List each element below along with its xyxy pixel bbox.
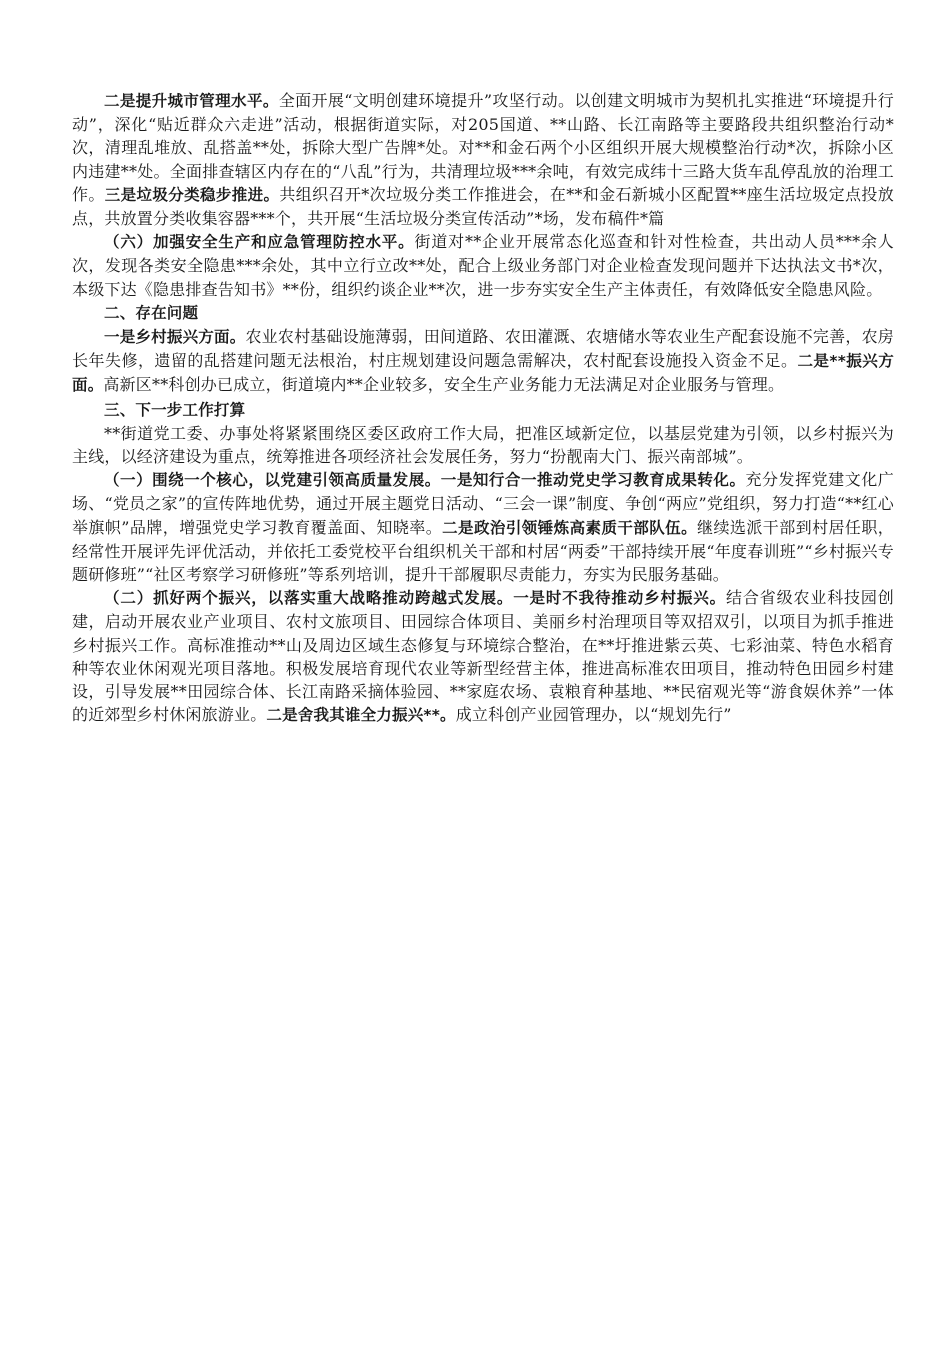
heading-text: 三、下一步工作打算: [104, 400, 246, 419]
paragraph-next-steps-intro: [72, 422, 894, 468]
bold-run: （二）抓好两个振兴，以落实重大战略推动跨越式发展。一是时不我待推动乡村振兴。: [104, 589, 726, 608]
text-run: 结合省级农业科技园创建，启动开展农业产业项目、农村文旅项目、田园综合体项目、美丽乡村治理项目等双招双引，以项目为抓手推进乡村振兴工作。高标准推动**山及周边区域生态修复与环境综合整治，在**圩推进紫云英、七彩油菜、特色水稻育种等农业休闲观光项目落地。积极发展培育现代农业等新型经营主体，推进高标准农田项目，推动特色田园乡村建设，引导发展**田园综合体、长江南路采摘体验园、**家庭农场、袁粮育种基地、**民宿观光等“游食娱休养”一体的近郊型乡村休闲旅游业。: [72, 588, 894, 725]
bold-run: 二是政治引领锤炼高素质干部队伍。: [442, 518, 698, 537]
bold-run: 二是**振兴方面。: [72, 352, 894, 395]
heading-text: 二、存在问题: [104, 303, 199, 322]
bold-run: 一是乡村振兴方面。: [104, 328, 246, 347]
document-body: [72, 89, 894, 727]
text-run: 街道对**企业开展常态化巡查和针对性检查，共出动人员***余人次，发现各类安全隐患***余处，其中立行立改**处，配合上级业务部门对企业检查发现问题并下达执法文书*次，本级下达《隐患排查告知书》**份，组织约谈企业**次，进一步夯实安全生产主体责任，有效降低安全隐患风险。: [72, 232, 894, 299]
text-run: **街道党工委、办事处将紧紧围绕区委区政府工作大局，把准区域新定位，以基层党建为引领，以乡村振兴为主线，以经济建设为重点，统筹推进各项经济社会发展任务，努力“扮靓南大门、振兴南部城”。: [72, 423, 894, 467]
paragraph-safety-production: [72, 230, 894, 301]
text-run: 充分发挥党建文化广场、“党员之家”的宣传阵地优势，通过开展主题党日活动、“三会一课”制度、争创“两应”党组织，努力打造“**红心举旗帜”品牌，增强党史学习教育覆盖面、知晓率。: [72, 470, 894, 537]
section-heading-problems: [72, 301, 894, 325]
paragraph-one-core: [72, 468, 894, 586]
text-run: 成立科创产业园管理办，以“规划先行”: [455, 705, 732, 725]
bold-run: 三是垃圾分类稳步推进。: [104, 185, 280, 204]
bold-run: （一）围绕一个核心，以党建引领高质量发展。一是知行合一推动党史学习教育成果转化。: [104, 471, 746, 490]
bold-run: 二是提升城市管理水平。: [104, 92, 279, 110]
text-run: 农业农村基础设施薄弱，田间道路、农田灌溉、农塘储水等农业生产配套设施不完善，农房长年失修，遗留的乱搭建问题无法根治，村庄规划建设问题急需解决，农村配套设施投入资金不足。: [72, 327, 894, 371]
paragraph-problems: [72, 325, 894, 398]
paragraph-two-revitalizations: [72, 586, 894, 727]
bold-run: 二是舍我其谁全力振兴**。: [266, 706, 456, 725]
paragraph-urban-management: [72, 89, 894, 230]
text-run: 继续选派干部到村居任职，经常性开展评先评优活动，并依托工委党校平台组织机关干部和村居“两委”干部持续开展“年度春训班”“乡村振兴专题研修班”“社区考察学习研修班”等系列培训，提升干部履职尽责能力，夯实为民服务基础。: [72, 517, 895, 585]
text-run: 共组织召开*次垃圾分类工作推进会，在**和金石新城小区配置**座生活垃圾定点投放点，共放置分类收集容器***个，共开展“生活垃圾分类宣传活动”*场，发布稿件*篇: [72, 184, 894, 229]
section-heading-next-steps: [72, 398, 894, 422]
text-run: 全面开展“文明创建环境提升”攻坚行动。以创建文明城市为契机扎实推进“环境提升行动”，深化“贴近群众六走进”活动，根据街道实际，对205国道、**山路、长江南路等主要路段共组织整治行动*次，清理乱堆放、乱搭盖**处，拆除大型广告牌*处。对**和金石两个小区组织开展大规模整治行动*次，拆除小区内违建**处。全面排查辖区内存在的“八乱”行为，共清理垃圾***余吨，有效完成纬十三路大货车乱停乱放的治理工作。: [72, 91, 895, 204]
bold-run: （六）加强安全生产和应急管理防控水平。: [104, 233, 415, 252]
text-run: 高新区**科创办已成立，街道境内**企业较多，安全生产业务能力无法满足对企业服务与管理。: [103, 375, 785, 395]
